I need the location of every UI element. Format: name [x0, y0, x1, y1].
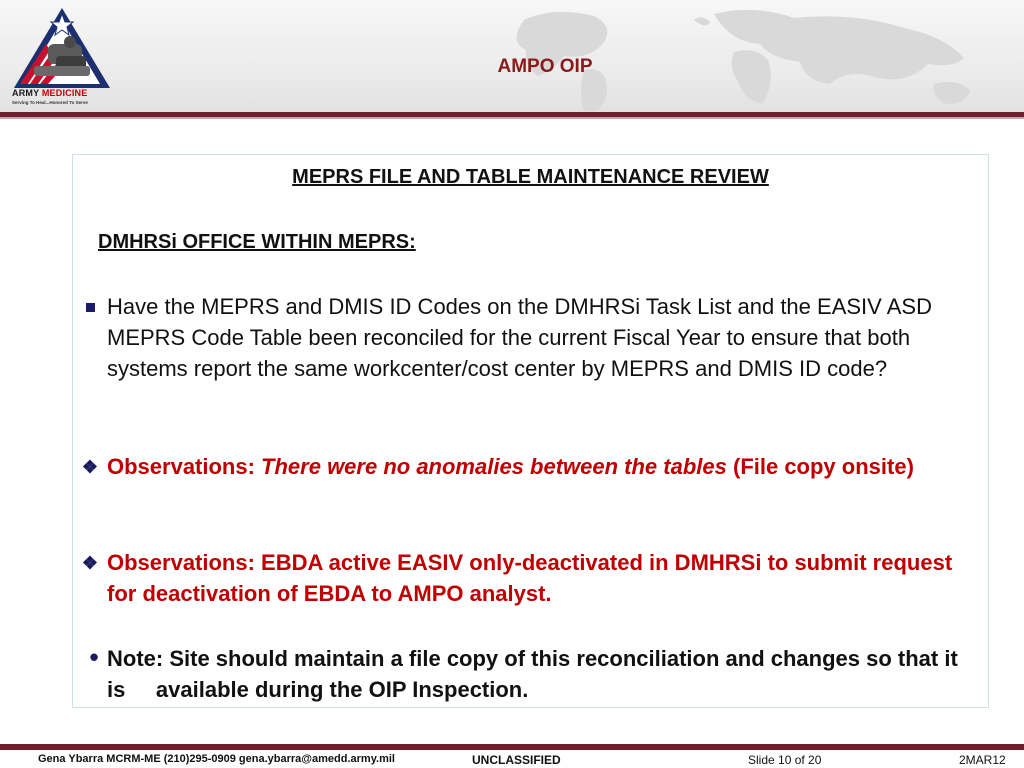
footer-date: 2MAR12: [959, 753, 1006, 767]
logo-tagline: Serving To Heal...Honored To Serve: [12, 100, 88, 105]
header-title: AMPO OIP: [497, 56, 593, 77]
list-item-question: [107, 291, 977, 384]
list-item-observation-1: [81, 451, 977, 482]
observation-note: (File copy onsite): [726, 454, 914, 479]
square-bullet-icon: [86, 303, 95, 312]
question-text: Have the MEPRS and DMIS ID Codes on the DMHRSi Task List and the EASIV ASD MEPRS Code Table been reconciled for the current Fiscal Year to ensure that both systems report the same workcenter/cost center by MEPRS and DMIS ID code?: [107, 294, 932, 381]
content-subtitle: DMHRSi OFFICE WITHIN MEPRS:: [98, 231, 416, 253]
diamond-bullet-icon: ❖: [81, 553, 99, 573]
diamond-bullet-icon: ❖: [81, 457, 99, 477]
dot-bullet-icon: •: [89, 642, 99, 672]
footer-classification: UNCLASSIFIED: [472, 753, 561, 767]
list-item-note: [89, 642, 977, 705]
footer-contact: Gena Ybarra MCRM-ME (210)295-0909 gena.ybarra@amedd.army.mil: [38, 753, 395, 765]
slide-footer: [0, 750, 1024, 768]
observation-label: Observations:: [107, 454, 262, 479]
note-text: Note: Site should maintain a file copy of this reconciliation and changes so that it is available during the OIP Inspection.: [107, 646, 964, 702]
list-item-observation-2: [81, 547, 977, 609]
content-title: MEPRS FILE AND TABLE MAINTENANCE REVIEW: [292, 166, 769, 188]
observation-text: Observations: EBDA active EASIV only-deactivated in DMHRSi to submit request for deactivation of EBDA to AMPO analyst.: [107, 550, 953, 606]
content-box: [72, 154, 989, 708]
footer-slide-number: Slide 10 of 20: [748, 753, 822, 767]
header-divider-accent: [0, 117, 1024, 119]
slide-header: [0, 0, 1024, 112]
observation-finding: There were no anomalies between the tables: [261, 454, 727, 479]
logo-wordmark: ARMY MEDICINE: [12, 88, 88, 98]
